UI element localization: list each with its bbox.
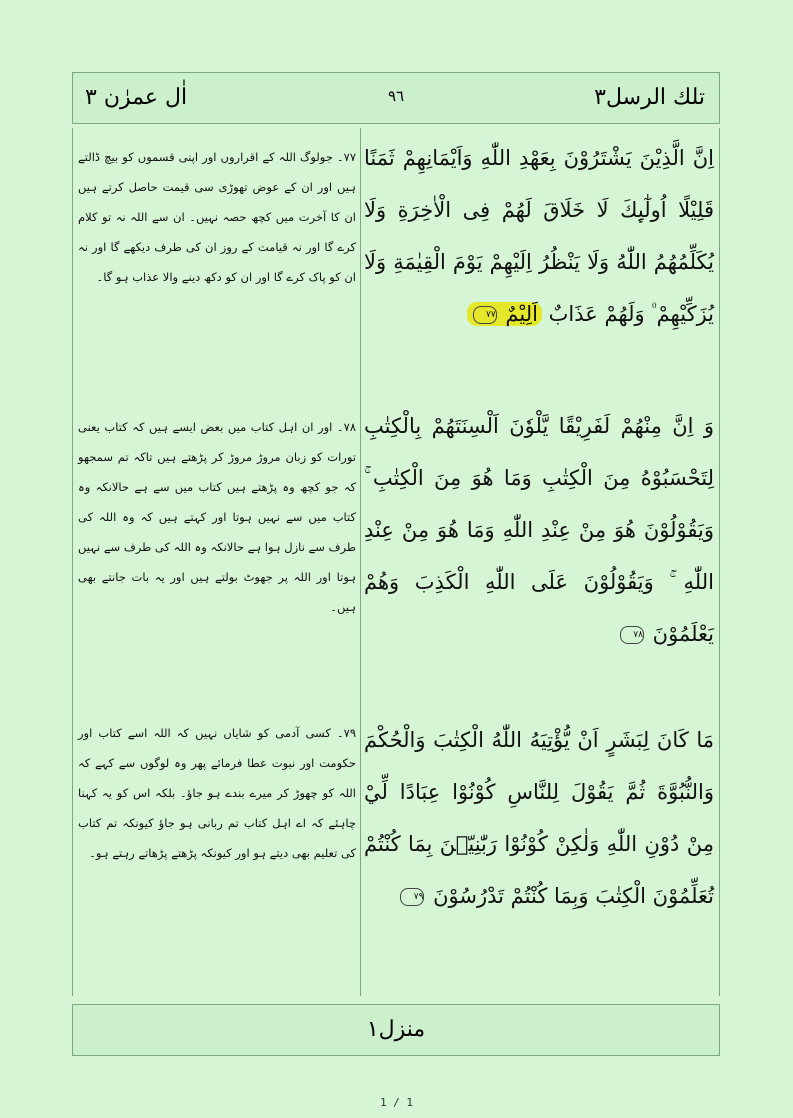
ayah-number: ٧٨ bbox=[620, 626, 644, 644]
arabic-verse bbox=[364, 400, 714, 660]
juz-title: تلك الرسل٣ bbox=[594, 85, 705, 110]
page-number: ٩٦ bbox=[387, 87, 405, 105]
pdf-page-indicator: 1 / 1 bbox=[379, 1096, 414, 1109]
column-divider bbox=[360, 128, 361, 996]
urdu-translation: ۷۹۔ کسی آدمی کو شایاں نہیں کہ اللہ اسے کتاب اور حکومت اور نبوت عطا فرمائے پھر وہ لوگوں سے کہے کہ اللہ کو چھوڑ کر میرے بندے ہو جاؤ۔ بلکہ اس کو یہ کہنا چاہئے کہ اے اہل کتاب تم ربانی ہو جاؤ کیونکہ تم کتاب کی تعلیم بھی دیتے ہو اور کیونکہ پڑھتے پڑھاتے رہتے ہو۔ bbox=[78, 726, 356, 860]
border-right bbox=[719, 128, 720, 996]
border-left bbox=[72, 128, 73, 996]
arabic-verse bbox=[364, 132, 714, 340]
highlighted-word bbox=[467, 302, 542, 326]
ayah-number: ٧٩ bbox=[400, 888, 424, 906]
arabic-text: وَ اِنَّ مِنْهُمْ لَفَرِيْقًا يَّلْوٗنَ اَلْسِنَتَهُمْ بِالْكِتٰبِ لِتَحْسَبُوْهُ مِنَ الْكِتٰبِ وَمَا هُوَ مِنَ الْكِتٰبِ ۚ وَيَقُوْلُوْنَ هُوَ مِنْ عِنْدِ اللّٰهِ وَمَا هُوَ مِنْ عِنْدِ اللّٰهِ ۚ وَيَقُوْلُوْنَ عَلَى اللّٰهِ الْكَذِبَ وَهُمْ يَعْلَمُوْنَ bbox=[364, 414, 714, 646]
content-area bbox=[72, 128, 720, 996]
urdu-translation: ۷۷۔ جولوگ اللہ کے اقراروں اور اپنی قسموں کو بیچ ڈالتے ہیں اور ان کے عوض تھوڑی سی قیمت حاصل کرتے ہیں ان کا آخرت میں کچھ حصہ نہیں۔ ان سے اللہ نہ تو کلام کرے گا اور نہ قیامت کے روز ان کی طرف دیکھے گا اور نہ ان کو پاک کرے گا اور ان کو دکھ دینے والا عذاب ہو گا۔ bbox=[78, 150, 356, 284]
ayah-number: ٧٧ bbox=[473, 306, 497, 324]
arabic-text: اِنَّ الَّذِيْنَ يَشْتَرُوْنَ بِعَهْدِ اللّٰهِ وَاَيْمَانِهِمْ ثَمَنًا قَلِيْلًا اُولٰٓىِٕكَ لَا خَلَاقَ لَهُمْ فِى الْاٰخِرَةِ وَلَا يُكَلِّمُهُمُ اللّٰهُ وَلَا يَنْظُرُ اِلَيْهِمْ يَوْمَ الْقِيٰمَةِ وَلَا يُزَكِّيْهِمْ ۠ وَلَهُمْ عَذَابٌ bbox=[364, 146, 714, 326]
arabic-text: مَا كَانَ لِبَشَرٍ اَنْ يُّؤْتِيَهُ اللّٰهُ الْكِتٰبَ وَالْحُكْمَ وَالنُّبُوَّةَ ثُمَّ يَقُوْلَ لِلنَّاسِ كُوْنُوْا عِبَادًا لِّيْ مِنْ دُوْنِ اللّٰهِ وَلٰكِنْ كُوْنُوْا رَبّٰنِيّٖنَ بِمَا كُنْتُمْ تُعَلِّمُوْنَ الْكِتٰبَ وَبِمَا كُنْتُمْ تَدْرُسُوْنَ bbox=[364, 728, 714, 908]
surah-title: اٰل عمرٰن ٣ bbox=[85, 85, 188, 110]
arabic-text-end: اَلِيْمٌ bbox=[505, 302, 538, 326]
manzil-footer: منزل١ bbox=[72, 1004, 720, 1056]
page-header bbox=[72, 72, 720, 124]
urdu-translation: ۷۸۔ اور ان اہل کتاب میں بعض ایسے ہیں کہ کتاب یعنی تورات کو زبان مروڑ مروڑ کر پڑھتے ہیں تاکہ تم سمجھو کہ جو کچھ وہ پڑھتے ہیں کتاب میں سے ہے حالانکہ وہ کتاب میں سے نہیں ہوتا اور کہتے ہیں کہ وہ اللہ کی طرف سے نازل ہوا ہے حالانکہ وہ اللہ کی طرف سے نہیں ہوتا اور اللہ پر جھوٹ بولتے ہیں اور یہ بات جانتے بھی ہیں۔ bbox=[78, 420, 356, 614]
arabic-verse bbox=[364, 714, 714, 922]
